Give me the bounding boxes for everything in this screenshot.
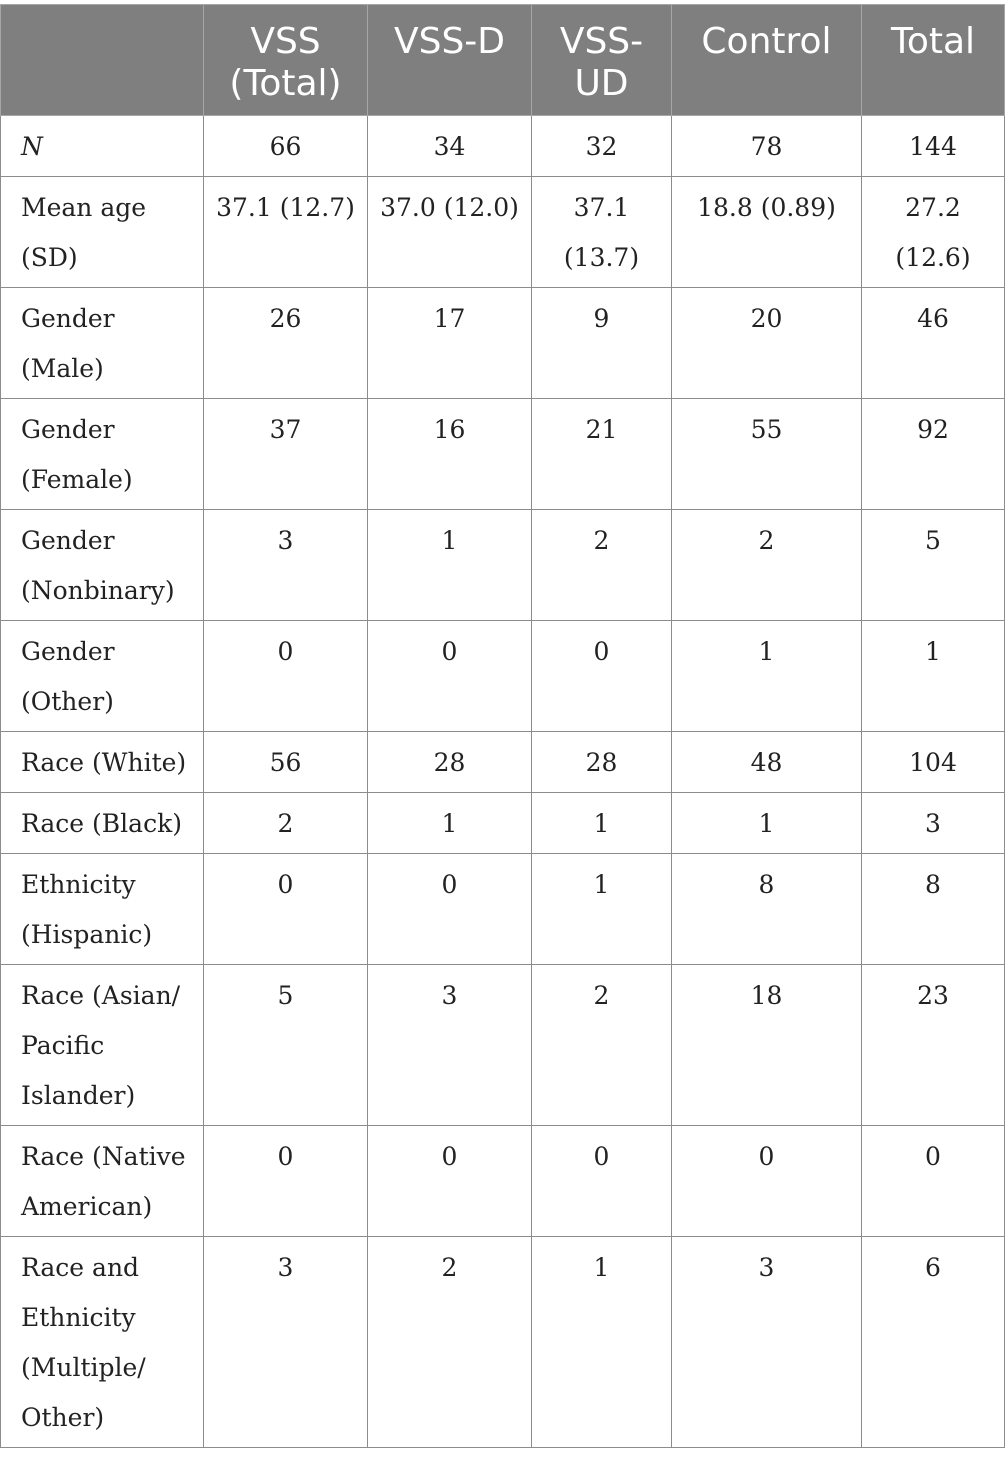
- table-cell: 18: [672, 965, 862, 1126]
- row-label: Race (Native American): [1, 1126, 204, 1237]
- table-cell: 2: [532, 965, 672, 1126]
- table-header: [1, 5, 1005, 116]
- table-row: [1, 116, 1005, 177]
- row-label: Gender (Female): [1, 399, 204, 510]
- table-cell: 56: [204, 732, 368, 793]
- table-row: [1, 177, 1005, 288]
- table-cell: 28: [368, 732, 532, 793]
- row-label: Race and Ethnicity (Multiple/ Other): [1, 1237, 204, 1448]
- table-row: [1, 621, 1005, 732]
- table-cell: 0: [672, 1126, 862, 1237]
- table-row: [1, 288, 1005, 399]
- table-cell: 1: [532, 854, 672, 965]
- table-row: [1, 965, 1005, 1126]
- table-cell: 92: [862, 399, 1005, 510]
- row-label: Gender (Nonbinary): [1, 510, 204, 621]
- table-cell: 20: [672, 288, 862, 399]
- table-cell: 0: [368, 621, 532, 732]
- table-cell: 46: [862, 288, 1005, 399]
- table-cell: 5: [862, 510, 1005, 621]
- table-cell: 17: [368, 288, 532, 399]
- table-cell: 0: [368, 1126, 532, 1237]
- row-label: Race (White): [1, 732, 204, 793]
- table-cell: 1: [672, 621, 862, 732]
- table-cell: 0: [204, 621, 368, 732]
- table-cell: 78: [672, 116, 862, 177]
- table-body: [1, 116, 1005, 1448]
- table-cell: 37.1 (13.7): [532, 177, 672, 288]
- table-cell: 3: [204, 1237, 368, 1448]
- table-row: [1, 1126, 1005, 1237]
- table-cell: 5: [204, 965, 368, 1126]
- table-cell: 48: [672, 732, 862, 793]
- row-label: Mean age (SD): [1, 177, 204, 288]
- table-cell: 0: [532, 1126, 672, 1237]
- table-row: [1, 510, 1005, 621]
- table-cell: 3: [204, 510, 368, 621]
- table-cell: 104: [862, 732, 1005, 793]
- table-row: [1, 793, 1005, 854]
- table-cell: 144: [862, 116, 1005, 177]
- table-cell: 1: [532, 1237, 672, 1448]
- header-cell-control: Control: [672, 5, 862, 116]
- table-cell: 1: [368, 510, 532, 621]
- table-cell: 9: [532, 288, 672, 399]
- table-cell: 1: [672, 793, 862, 854]
- table-cell: 3: [672, 1237, 862, 1448]
- table-cell: 34: [368, 116, 532, 177]
- table-cell: 6: [862, 1237, 1005, 1448]
- table-cell: 3: [368, 965, 532, 1126]
- table-cell: 26: [204, 288, 368, 399]
- table-row: [1, 732, 1005, 793]
- table-row: [1, 399, 1005, 510]
- table-cell: 18.8 (0.89): [672, 177, 862, 288]
- table-cell: 8: [672, 854, 862, 965]
- row-label: Race (Asian/ Pacific Islander): [1, 965, 204, 1126]
- table-cell: 1: [862, 621, 1005, 732]
- table-cell: 66: [204, 116, 368, 177]
- table-cell: 37: [204, 399, 368, 510]
- table-cell: 0: [204, 854, 368, 965]
- table-cell: 28: [532, 732, 672, 793]
- row-label: Gender (Male): [1, 288, 204, 399]
- table-cell: 32: [532, 116, 672, 177]
- table-cell: 21: [532, 399, 672, 510]
- row-label: Ethnicity (Hispanic): [1, 854, 204, 965]
- table-cell: 0: [862, 1126, 1005, 1237]
- row-label: Race (Black): [1, 793, 204, 854]
- header-row: [1, 5, 1005, 116]
- table-cell: 37.0 (12.0): [368, 177, 532, 288]
- table-cell: 2: [204, 793, 368, 854]
- row-label: N: [1, 116, 204, 177]
- demographics-table: [0, 4, 1005, 1448]
- table-cell: 0: [204, 1126, 368, 1237]
- table-cell: 27.2 (12.6): [862, 177, 1005, 288]
- table-cell: 1: [532, 793, 672, 854]
- header-cell-vss-total: VSS (Total): [204, 5, 368, 116]
- table-cell: 8: [862, 854, 1005, 965]
- table-cell: 0: [368, 854, 532, 965]
- table-cell: 2: [368, 1237, 532, 1448]
- table-row: [1, 1237, 1005, 1448]
- header-cell-vss-d: VSS-D: [368, 5, 532, 116]
- header-cell-empty: [1, 5, 204, 116]
- table-cell: 2: [532, 510, 672, 621]
- table-cell: 2: [672, 510, 862, 621]
- row-label: Gender (Other): [1, 621, 204, 732]
- header-cell-vss-ud: VSS-UD: [532, 5, 672, 116]
- table-cell: 0: [532, 621, 672, 732]
- table-cell: 1: [368, 793, 532, 854]
- table-cell: 3: [862, 793, 1005, 854]
- header-cell-total: Total: [862, 5, 1005, 116]
- table-cell: 16: [368, 399, 532, 510]
- table-cell: 23: [862, 965, 1005, 1126]
- table-cell: 37.1 (12.7): [204, 177, 368, 288]
- table-row: [1, 854, 1005, 965]
- table-cell: 55: [672, 399, 862, 510]
